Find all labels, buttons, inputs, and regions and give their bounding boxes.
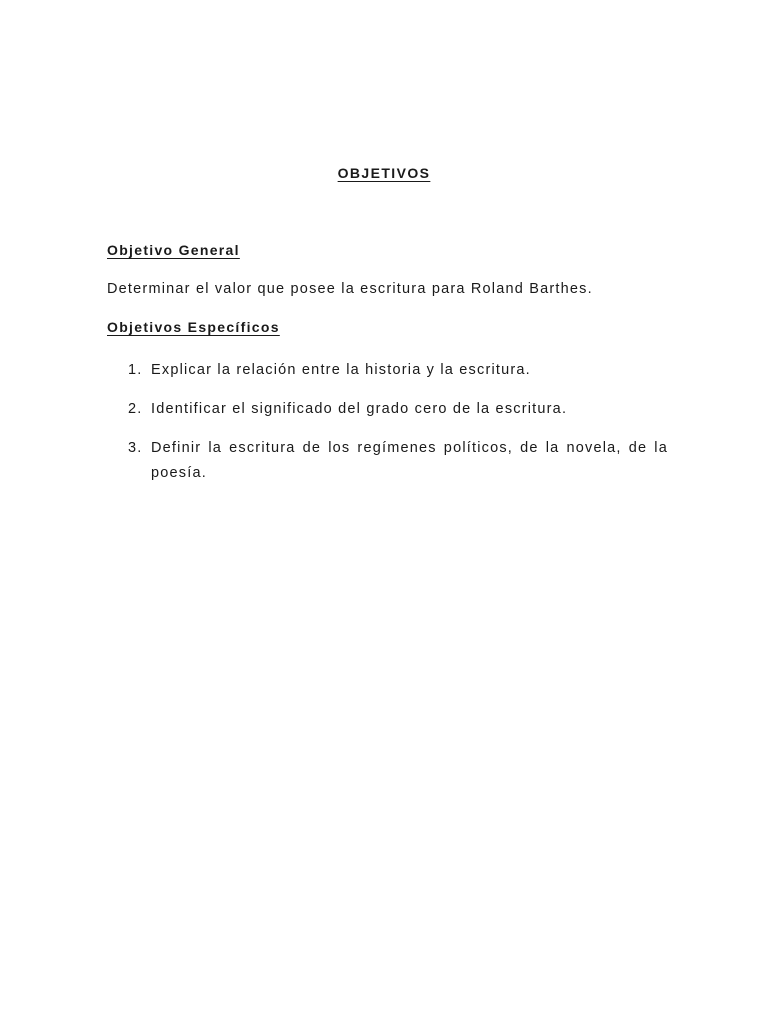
list-item (128, 358, 668, 383)
list-item-number: 2. (128, 401, 143, 417)
list-item-text: Identificar el significado del grado cero de la escritura. (151, 401, 568, 417)
list-item-text: Definir la escritura de los regímenes políticos, de la novela, de la poesía. (151, 440, 668, 481)
list-item-number: 1. (128, 362, 143, 378)
list-item (128, 436, 668, 486)
list-item-number: 3. (128, 440, 143, 456)
list-item (128, 397, 668, 422)
general-objective-heading: Objetivo General (107, 242, 240, 258)
document-title: OBJETIVOS (337, 165, 431, 181)
specific-objectives-heading: Objetivos Específicos (107, 319, 280, 335)
general-objective-text: Determinar el valor que posee la escritura para Roland Barthes. (107, 281, 593, 297)
list-item-text: Explicar la relación entre la historia y la escritura. (151, 362, 531, 378)
specific-objectives-list (128, 358, 668, 500)
